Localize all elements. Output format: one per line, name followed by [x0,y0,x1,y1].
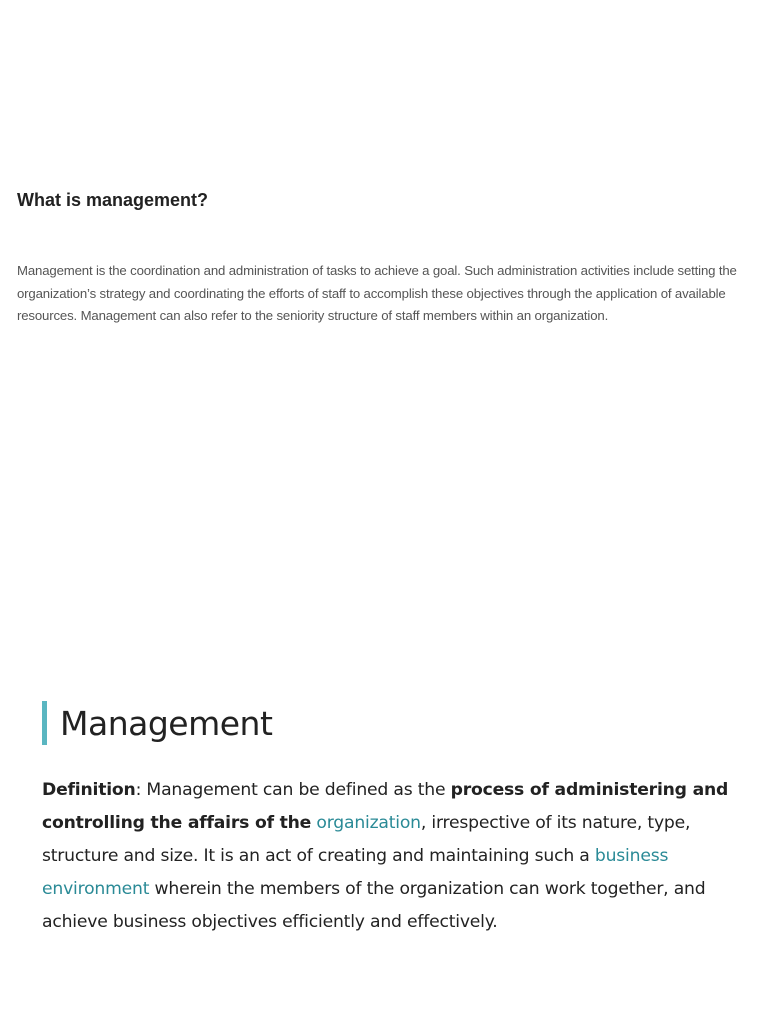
business-environment-link[interactable]: business environment [42,846,669,899]
definition-bold-phrase: process of administering and controlling the affairs of the [42,780,729,833]
definition-colon: : [135,780,142,800]
section-paragraph: Management is the coordination and administration of tasks to achieve a goal. Such administration activities include setting the organization’s strategy and coordinating the efforts of staff to accomplish these objectives through the application of available resources. Management can also refer to the seniority structure of staff members within an organization. [17,263,737,323]
definition-text-1: Management can be defined as the [141,780,451,800]
heading-block [42,700,747,746]
definition-label: Definition [42,780,136,800]
definition-text-3: , irrespective of its nature, type, structure and size. It is an act of creating and maintaining such a [42,813,691,866]
definition-paragraph [42,774,747,939]
page-heading: Management [60,703,273,743]
organization-link[interactable]: organization [316,813,421,833]
heading-accent-bar [42,701,47,745]
definition-section [42,700,747,939]
section-title: What is management? [17,190,209,210]
what-is-management-section [17,188,752,328]
definition-text-4: wherein the members of the organization can work together, and achieve business objectives efficiently and effectively. [42,879,706,932]
